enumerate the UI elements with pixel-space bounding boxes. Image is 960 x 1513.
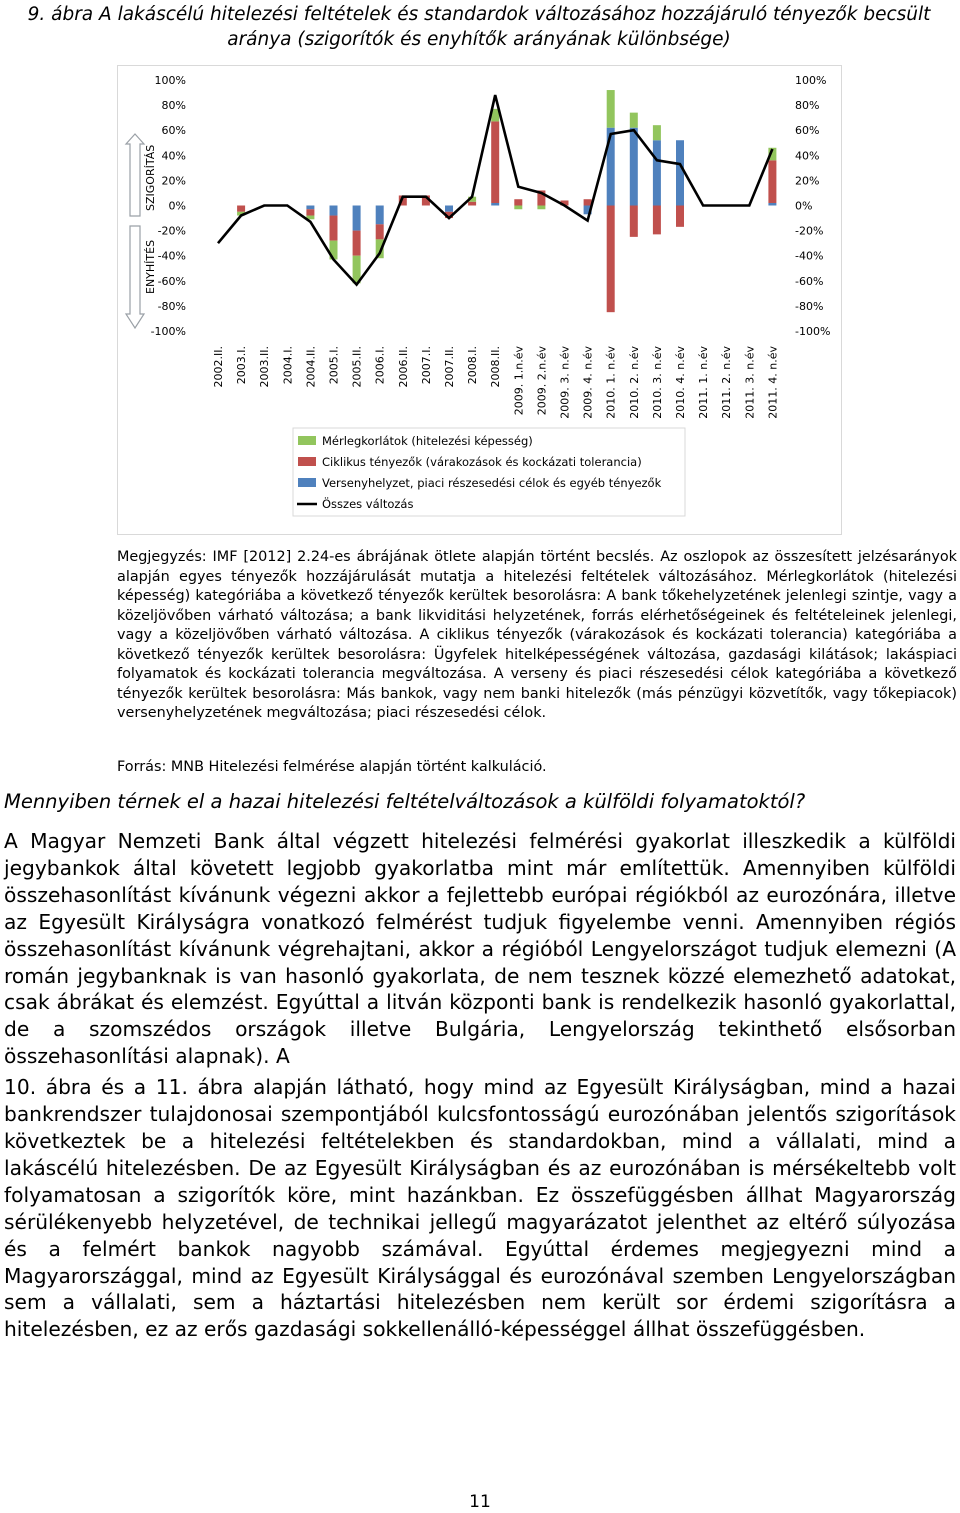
down-arrow-icon	[126, 226, 144, 328]
legend-label: Összes változás	[322, 497, 414, 511]
y-tick-label-right: 40%	[795, 149, 820, 163]
x-tick-label: 2004.II.	[304, 346, 318, 388]
legend-label: Versenyhelyzet, piaci részesedési célok és egyéb tényezők	[322, 476, 662, 490]
bar-segment	[676, 206, 684, 227]
x-tick-label: 2009. 4. n.év	[581, 346, 595, 419]
bar-segment	[537, 206, 545, 210]
y-tick-label-left: -20%	[157, 224, 186, 238]
x-tick-label: 2007.II.	[443, 346, 456, 388]
side-arrows	[126, 134, 144, 328]
y-tick-label-right: 100%	[795, 74, 827, 87]
bar-segment	[353, 231, 361, 256]
y-tick-label-right: -60%	[795, 274, 824, 288]
y-tick-label-right: 60%	[795, 124, 820, 138]
bar-segment	[376, 206, 384, 225]
x-tick-label: 2005.II.	[350, 346, 364, 388]
x-tick-label: 2010. 3. n.év	[650, 346, 664, 419]
bar-segment	[653, 206, 661, 235]
figure-note	[117, 548, 957, 724]
bar-segment	[768, 203, 776, 206]
y-tick-label-right: -80%	[795, 299, 824, 313]
y-tick-label-right: -40%	[795, 249, 824, 263]
chart-frame	[117, 65, 842, 535]
section-question: Mennyiben térnek el a hazai hitelezési feltételváltozások a külföldi folyamatoktól?	[4, 790, 806, 813]
x-tick-label: 2010. 4. n.év	[674, 346, 687, 419]
x-tick-label: 2011. 2. n.év	[720, 346, 734, 419]
bar-segment	[630, 128, 638, 206]
x-tick-label: 2008.II.	[489, 346, 503, 388]
ease-label: ENYHÍTÉS	[144, 239, 157, 294]
tighten-label: SZIGORÍTÁS	[144, 144, 157, 211]
x-tick-label: 2003.II.	[258, 346, 272, 388]
y-tick-label-left: 40%	[161, 149, 186, 163]
x-tick-label: 2009. 2.n.év	[535, 346, 549, 416]
legend-label: Mérlegkorlátok (hitelezési képesség)	[322, 434, 533, 448]
x-tick-label: 2011. 1. n.év	[697, 346, 711, 419]
x-tick-label: 2006.II.	[396, 346, 410, 388]
bar-segment	[445, 206, 453, 212]
x-tick-label: 2002.II.	[212, 346, 225, 388]
bar-segment	[491, 203, 499, 206]
x-tick-label: 2004.I.	[281, 346, 295, 385]
x-tick-label: 2010. 2. n.év	[627, 346, 641, 419]
bar-segment	[630, 206, 638, 237]
bar-segment	[630, 113, 638, 128]
x-tick-label: 2010. 1. n.év	[604, 346, 618, 419]
bar-segment	[330, 206, 338, 216]
legend-swatch	[298, 436, 316, 445]
bar-segment	[306, 209, 314, 215]
up-arrow-icon	[126, 134, 144, 216]
bar-segment	[514, 206, 522, 210]
x-tick-label: 2007.I.	[419, 346, 433, 385]
x-tick-label: 2009. 3. n.év	[558, 346, 572, 419]
x-tick-label: 2006.I.	[373, 346, 387, 385]
y-tick-label-left: 60%	[161, 124, 186, 138]
body-text	[4, 828, 956, 1347]
y-tick-label-right: 80%	[795, 99, 820, 113]
chart	[118, 66, 841, 534]
bar-segment	[653, 125, 661, 140]
bar-segment	[330, 216, 338, 241]
bar-segment	[607, 128, 615, 206]
y-tick-label-left: -100%	[150, 325, 186, 338]
y-tick-label-left: 0%	[168, 199, 186, 213]
y-tick-label-left: -80%	[157, 299, 186, 313]
y-tick-label-left: -60%	[157, 274, 186, 288]
bar-segment	[491, 121, 499, 203]
body-paragraph-1: A Magyar Nemzeti Bank által végzett hitelezési felmérési gyakorlat illeszkedik a külföldi jegybankok által követett legjobb gyakorlatba mint már említettük. Amennyiben külföldi összehasonlítást kívánunk végezni akkor a fejlettebb európai régiókból az eurozónára, illetve az Egyesült Királyságra vonatkozó felmérést tudjuk figyelembe venni. Amennyiben régiós összehasonlítást kívánunk végrehajtani, akkor a régióból Lengyelországot tudjuk elemezni (A román jegybanknak is van hasonló gyakorlata, de nem tesznek közzé elemezhető adatokat, csak ábrákat és elemzést. Egyúttal a litván központi bank is rendelkezik hasonló gyakorlattal, de a szomszédos országok illetve Bulgária, Lengyelország tekinthető elsősorban összehasonlítási alapnak). A	[4, 829, 956, 1069]
y-tick-label-left: -40%	[157, 249, 186, 263]
bar-segment	[768, 160, 776, 203]
figure-source: Forrás: MNB Hitelezési felmérése alapján történt kalkuláció.	[117, 759, 547, 775]
legend-label: Ciklikus tényezők (várakozások és kockázati tolerancia)	[322, 455, 642, 469]
x-tick-label: 2011. 3. n.év	[743, 346, 757, 419]
note-paragraph: Megjegyzés: IMF [2012] 2.24-es ábrájának ötlete alapján történt becslés. Az oszlopok az összesített jelzésarányok alapján egyes tényezők hozzájárulását mutatja a hitelezési feltételek változásához. Mérlegkorlátok (hitelezési képesség) kategóriába a következő tényezők kerültek besorolásra: A bank tőkehelyzetének jelenlegi szintje, vagy a közeljövőben várható változása; a bank likviditási helyzetének, forrás elérhetőségeinek és feltételeinek jelenlegi, vagy a közeljövőben várható változása. A ciklikus tényezők (várakozások és kockázati tolerancia) kategóriába a következő tényezők kerültek besorolásra: Ügyfelek hitelképességének változása, gazdasági kilátások; lakáspiaci folyamatok és kockázati tolerancia megváltozása. A verseny és piaci részesedési célok kategóriába a következő tényezők kerültek besorolásra: Más bankok, vagy nem banki hitelezők (más pénzügyi közvetítők, vagy tőkepiacok) versenyhelyzetének megváltozása; piaci részesedési célok.	[117, 549, 957, 721]
figure-title: 9. ábra A lakáscélú hitelezési feltételek és standardok változásához hozzájáruló tényezők becsült aránya (szigorítók és enyhítők arányának különbsége)	[27, 4, 931, 50]
legend-swatch	[298, 478, 316, 487]
bar-segment	[468, 202, 476, 206]
y-tick-label-right: 20%	[795, 174, 820, 188]
body-paragraph-2: 10. ábra és a 11. ábra alapján látható, hogy mind az Egyesült Királyságban, mind a hazai bankrendszer tulajdonosai szempontjából kulcsfontosságú eurozónában jelentős szigorítások következtek be a hitelezési feltételekben és standardokban, mind a vállalati, mind a lakáscélú hitelezésben. De az Egyesült Királyságban és az eurozónában is mérsékeltebb volt folyamatosan a szigorítók köre, mint hazánkban. Ez összefüggésben állhat Magyarország sérülékenyebb helyzetével, de technikai jellegű magyarázatot jelenthet az eltérő súlyozása és a felmért bankok nagyobb számával. Egyúttal érdemes megjegyezni mind a Magyarországgal, mind az Egyesült Királysággal és eurozónával szemben Lengyelországban sem a vállalati, sem a háztartási hitelezésben nem került sor érdemi szigorításra a hitelezésben, ez az erős gazdasági sokkellenálló-képességgel állhat összefüggésben.	[4, 1075, 956, 1342]
legend-swatch	[298, 457, 316, 466]
bar-segment	[237, 206, 245, 212]
x-tick-label: 2009. 1.n.év	[512, 346, 526, 416]
y-tick-label-left: 80%	[161, 99, 186, 113]
bar-segment	[514, 199, 522, 205]
y-tick-label-left: 100%	[154, 74, 186, 87]
bar-segment	[376, 224, 384, 239]
x-tick-label: 2003.I.	[235, 346, 249, 385]
bar-segment	[306, 206, 314, 210]
legend	[293, 428, 685, 516]
x-tick-label: 2011. 4. n.év	[766, 346, 780, 419]
bar-segment	[607, 90, 615, 128]
y-tick-label-right: -100%	[795, 325, 831, 338]
y-tick-label-right: -20%	[795, 224, 824, 238]
bar-segment	[653, 140, 661, 205]
bar-segment	[607, 206, 615, 313]
y-tick-label-right: 0%	[795, 199, 813, 213]
page-number: 11	[469, 1492, 491, 1512]
x-tick-label: 2008.I.	[466, 346, 480, 385]
y-tick-label-left: 20%	[161, 174, 186, 188]
x-tick-label: 2005.I.	[327, 346, 341, 385]
bar-segment	[676, 140, 684, 205]
bar-segment	[584, 199, 592, 205]
bar-segment	[353, 206, 361, 231]
